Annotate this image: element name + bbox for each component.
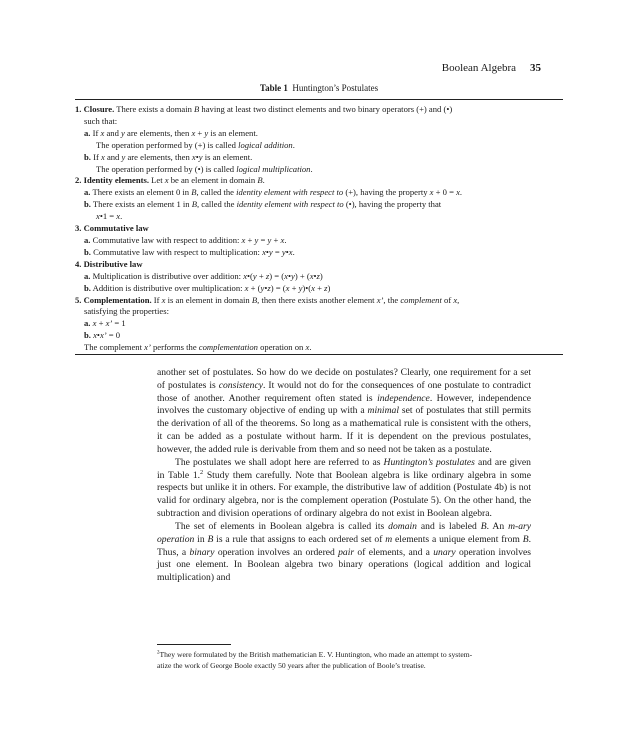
table-bottom-rule — [75, 354, 563, 355]
table-line: a. There exists an element 0 in B, called the identity element with respect to (+), having the property x + 0 = x. — [84, 187, 463, 198]
running-header — [442, 62, 541, 74]
page-number: 35 — [530, 62, 541, 74]
body-paragraph: The set of elements in Boolean algebra is called its domain and is labeled B. An m-ary operation in B is a rule that assigns to each ordered set of m elements a unique element from B. Thus, a binary operation involves an ordered pair of elements, and a unary operation involves just one element. In Boolean algebra two binary operations (logical addition and logical multiplication) and — [157, 520, 531, 584]
table-line: satisfying the properties: — [84, 306, 169, 317]
table-title: Huntington’s Postulates — [292, 83, 379, 93]
table-line: b. Addition is distributive over multiplication: x + (y•z) = (x + y)•(x + z) — [84, 282, 331, 293]
table-line: a. Commutative law with respect to addition: x + y = y + x. — [84, 234, 287, 245]
table-line: b. If x and y are elements, then x•y is an element. — [84, 151, 253, 162]
postulates-table — [75, 104, 563, 354]
footnote-line: atize the work of George Boole exactly 50 years after the publication of Boole’s treatise. — [157, 661, 426, 670]
table-line: x•1 = x. — [96, 211, 123, 222]
table-line: 4. Distributive law — [75, 258, 143, 269]
table-line: a. If x and y are elements, then x + y is an element. — [84, 127, 258, 138]
table-line: b. Commutative law with respect to multiplication: x•y = y•x. — [84, 246, 295, 257]
table-line: The operation performed by (+) is called logical addition. — [96, 139, 295, 150]
body-paragraph: The postulates we shall adopt here are referred to as Huntington’s postulates and are given in Table 1.$^2$ Study them carefully. Note that Boolean algebra is like ordinary algebra in some respects but unlike it in others. For example, the distributive law of addition (Postulate 4b) is not valid for ordinary algebra, nor is the complement operation (Postulate 5). On the other hand, the subtraction and division operations of ordinary algebra do not exist in Boolean algebra. — [157, 456, 531, 520]
table-line: The complement x’ performs the complementation operation on x. — [84, 342, 312, 353]
footnote-line: $^2$They were formulated by the British mathematician E. V. Huntington, who made an attempt to system- — [157, 650, 473, 659]
table-line: 5. Complementation. If x is an element in domain B, then there exists another element x’, the complement of x, — [75, 294, 460, 305]
running-header-title: Boolean Algebra — [441, 62, 516, 74]
footnote-rule — [157, 644, 231, 645]
table-label: Table 1 — [259, 83, 288, 93]
table-line: b. x•x’ = 0 — [84, 330, 121, 341]
table-line: 1. Closure. There exists a domain B having at least two distinct elements and two binary operators (+) and (•) — [75, 104, 453, 114]
table-top-rule — [75, 99, 563, 100]
body-paragraph: another set of postulates. So how do we decide on postulates? Clearly, one requirement for a set of postulates is consistency. It would not do for the consequences of one postulate to contradict those of another. Another requirement often stated is independence. However, independence involves the customary objective of ending up with a minimal set of postulates that still permits the derivation of all of the theorems. So long as a mathematical rule is consistent with the others, it can be added as a postulate without harm. If it is dependent on the previous postulates, however, the added rule is derivable from them and so need not be taken as a postulate. — [157, 367, 532, 455]
table-line: such that: — [84, 115, 118, 126]
table-line: 3. Commutative law — [75, 223, 149, 234]
footnote — [157, 649, 531, 671]
body-text — [157, 367, 531, 585]
table-line: b. There exists an element 1 in B, called the identity element with respect to (•), having the property that — [84, 199, 442, 210]
table-line: a. x + x’ = 1 — [84, 318, 126, 329]
table-line: a. Multiplication is distributive over addition: x•(y + z) = (x•y) + (x•z) — [84, 270, 323, 281]
table-line: The operation performed by (•) is called logical multiplication. — [96, 163, 313, 174]
table-caption — [0, 83, 638, 93]
table-line: 2. Identity elements. Let x be an element in domain B. — [75, 175, 265, 186]
